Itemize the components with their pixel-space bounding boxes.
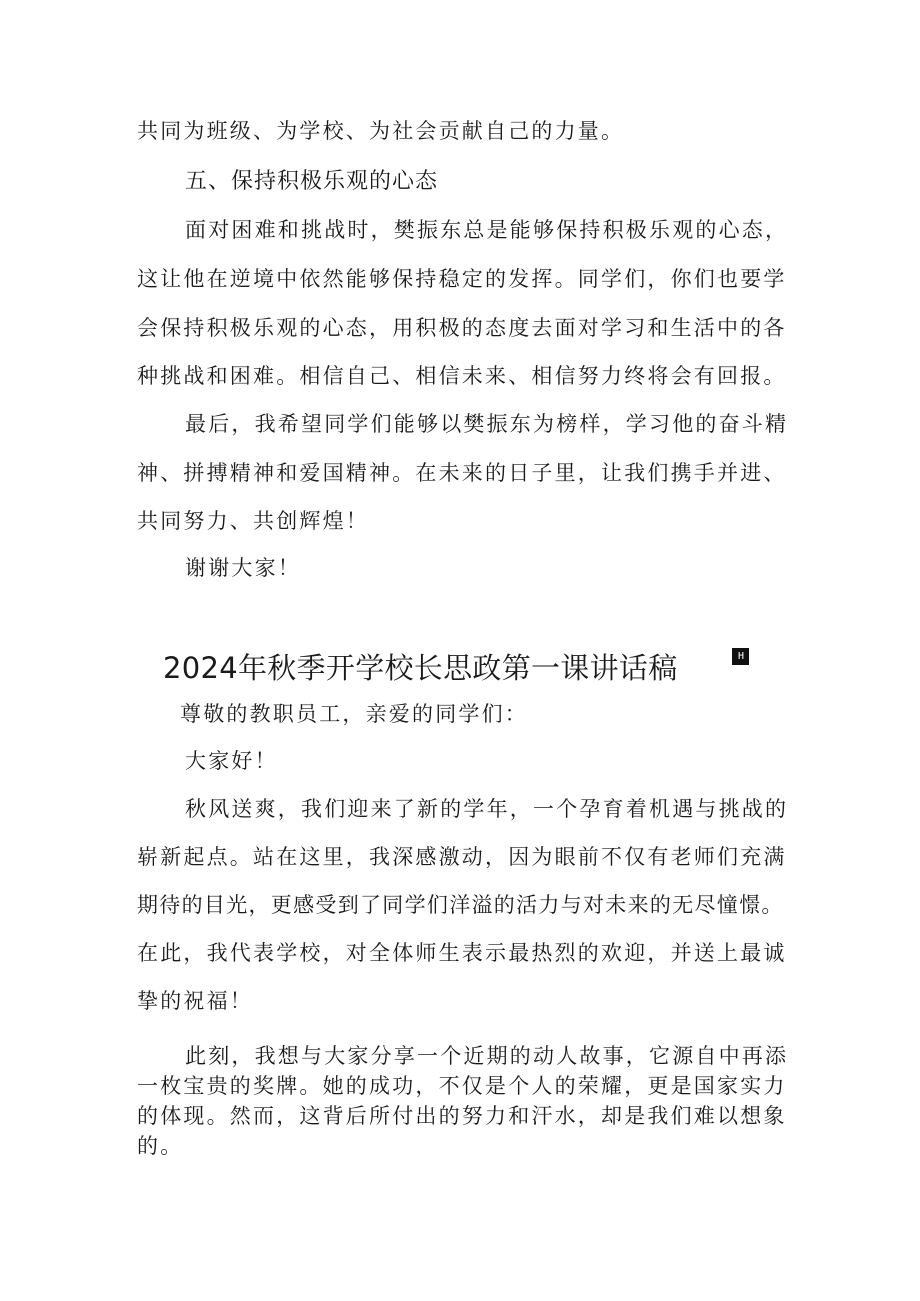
paragraph-line: 秋风送爽，我们迎来了新的学年，一个孕育着机遇与挑战的 xyxy=(185,797,789,821)
paragraph-line: 这让他在逆境中依然能够保持稳定的发挥。同学们，你们也要学 xyxy=(137,267,787,291)
paragraph-line: 此刻，我想与大家分享一个近期的动人故事，它源自中再添 xyxy=(185,1044,789,1068)
greeting: 大家好！ xyxy=(185,749,278,773)
paragraph-line: 种挑战和困难。相信自己、相信未来、相信努力终将会有回报。 xyxy=(137,364,787,388)
paragraph-line: 面对困难和挑战时，樊振东总是能够保持积极乐观的心态， xyxy=(185,218,789,242)
salutation: 尊敬的教职员工，亲爱的同学们： xyxy=(180,702,528,726)
paragraph-line: 期待的目光，更感受到了同学们洋溢的活力与对未来的无尽憧憬。 xyxy=(137,893,784,917)
paragraph-line: 的体现。然而，这背后所付出的努力和汗水，却是我们难以想象 xyxy=(137,1104,787,1128)
paragraph-line: 一枚宝贵的奖牌。她的成功，不仅是个人的荣耀，更是国家实力 xyxy=(137,1074,787,1098)
paragraph-line: 共同努力、共创辉煌！ xyxy=(137,509,369,533)
paragraph-line: 挚的祝福！ xyxy=(137,989,253,1013)
section-heading-positive-attitude: 五、保持积极乐观的心态 xyxy=(185,169,439,194)
paragraph-line: 最后，我希望同学们能够以樊振东为榜样，学习他的奋斗精 xyxy=(185,412,789,436)
paragraph-line: 会保持积极乐观的心态，用积极的态度去面对学习和生活中的各 xyxy=(137,316,787,340)
thanks-line: 谢谢大家！ xyxy=(185,556,301,580)
speech-title: 2024年秋季开学校长思政第一课讲话稿 xyxy=(163,651,678,685)
paragraph-line: 神、拼搏精神和爱国精神。在未来的日子里，让我们携手并进、 xyxy=(137,461,787,485)
paragraph-line: 在此，我代表学校，对全体师生表示最热烈的欢迎，并送上最诚 xyxy=(137,941,787,965)
footnote-marker-icon: H xyxy=(732,648,749,665)
paragraph-line: 崭新起点。站在这里，我深感激动，因为眼前不仅有老师们充满 xyxy=(137,845,787,869)
paragraph-line: 的。 xyxy=(137,1134,184,1158)
carryover-line: 共同为班级、为学校、为社会贡献自己的力量。 xyxy=(137,119,625,143)
